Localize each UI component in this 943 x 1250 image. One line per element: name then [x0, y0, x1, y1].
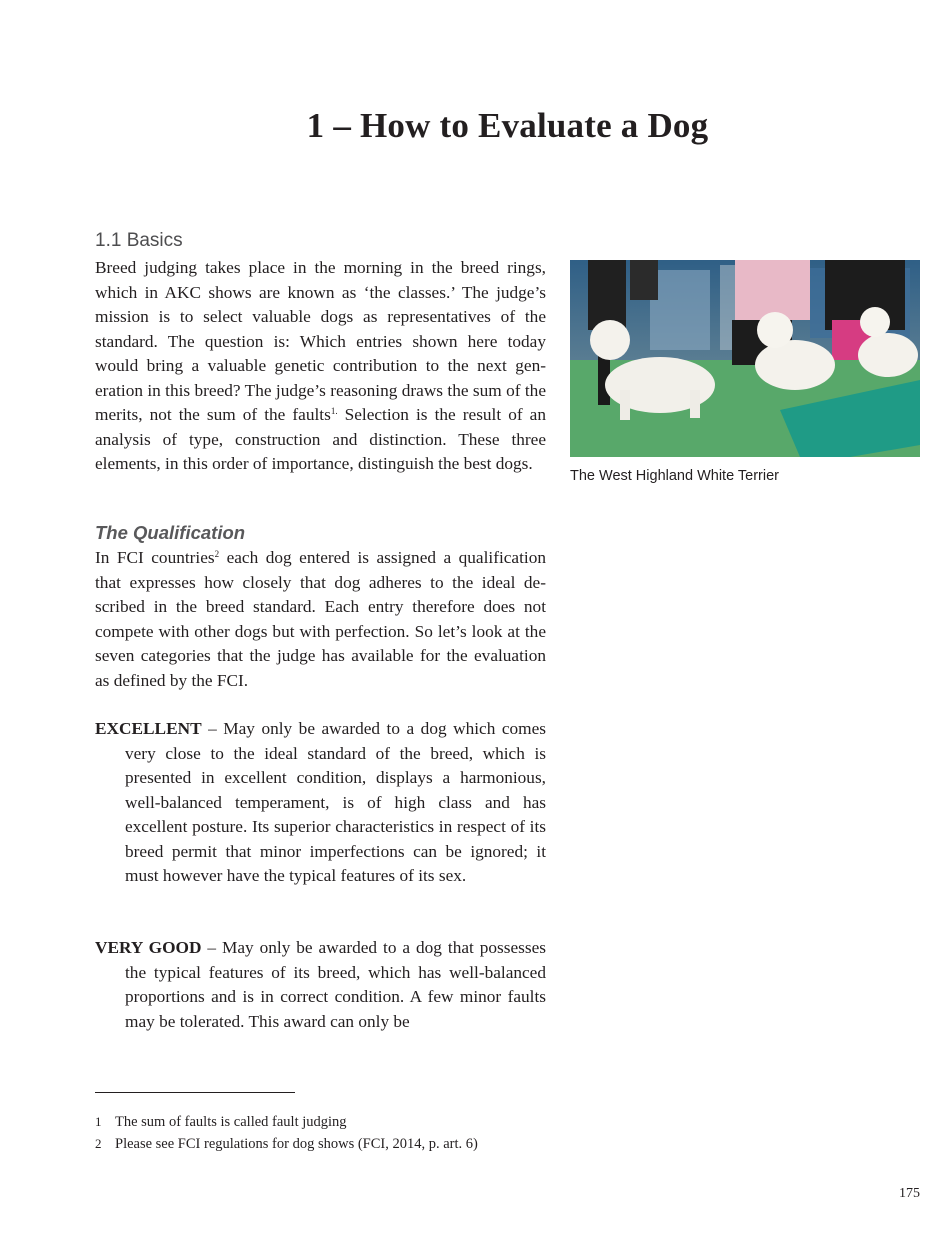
definition-term: EXCELLENT: [95, 719, 202, 738]
basics-text-part2: Selection is the result of an analysis of type, construction and distinction. These three elements, in this order of importance, distinguish the best dogs.: [95, 405, 546, 473]
footnotes-list: [95, 1111, 595, 1155]
footnote-ref-2[interactable]: 2: [214, 549, 220, 559]
footnote-item: [95, 1133, 595, 1155]
chapter-title: 1 – How to Evaluate a Dog: [306, 106, 709, 145]
west-highland-terriers-photo: [570, 260, 920, 457]
basics-paragraph: [95, 256, 546, 477]
definition-text: – May only be awarded to a dog which comes very close to the ideal standard of the breed, which is presented in excellent condition, displays a harmonious, well-balanced temperament, is of high class and has excellent posture. Its superior characteristics in respect of its breed permit that minor imperfections can be ignored; it must however have the typical features of its sex.: [125, 719, 546, 885]
footnote-ref-1[interactable]: 1.: [330, 406, 338, 416]
qualification-paragraph: [95, 546, 546, 693]
footnote-number: 1: [95, 1114, 102, 1129]
section-heading-qualification: The Qualification: [95, 522, 246, 543]
qualification-text-part2: each dog entered is assigned a qualification that expresses how closely that dog adheres to the ideal described in the breed standard. Each entry therefore does not compete with other dogs but with perfection. So let’s look at the seven categories that the judge has available for the evaluation as defined by the FCI.: [95, 548, 546, 690]
footnote-number: 2: [95, 1136, 102, 1151]
footnote-divider: [95, 1092, 295, 1093]
page-number: 175: [899, 1186, 920, 1201]
photo-caption: The West Highland White Terrier: [570, 468, 779, 484]
qualification-text-part1: In FCI countries: [95, 548, 215, 567]
footnote-text: Please see FCI regulations for dog shows (FCI, 2014, p. art. 6): [115, 1136, 478, 1152]
footnote-text: The sum of faults is called fault judging: [115, 1114, 347, 1130]
section-heading-basics: 1.1 Basics: [95, 230, 183, 251]
footnote-item: [95, 1111, 595, 1133]
definition-term: VERY GOOD: [95, 938, 202, 957]
definition-text: – May only be awarded to a dog that possesses the typical features of its breed, which has well-balanced proportions and is in correct condition. A few minor faults may be tolerated. This award can only be: [125, 938, 546, 1031]
definition-excellent: [95, 717, 546, 889]
basics-text-part1: Breed judging takes place in the morning in the breed rings, which in AKC shows are known as ‘the classes.’ The judge’s mission is to select valuable dogs as representatives of the standard. The question is: Which entries shown here today would bring a valuable genetic contribution to the next generation in this breed? The judge’s reasoning draws the sum of the merits, not the sum of the faults: [95, 258, 546, 424]
definition-very-good: [95, 936, 546, 1034]
